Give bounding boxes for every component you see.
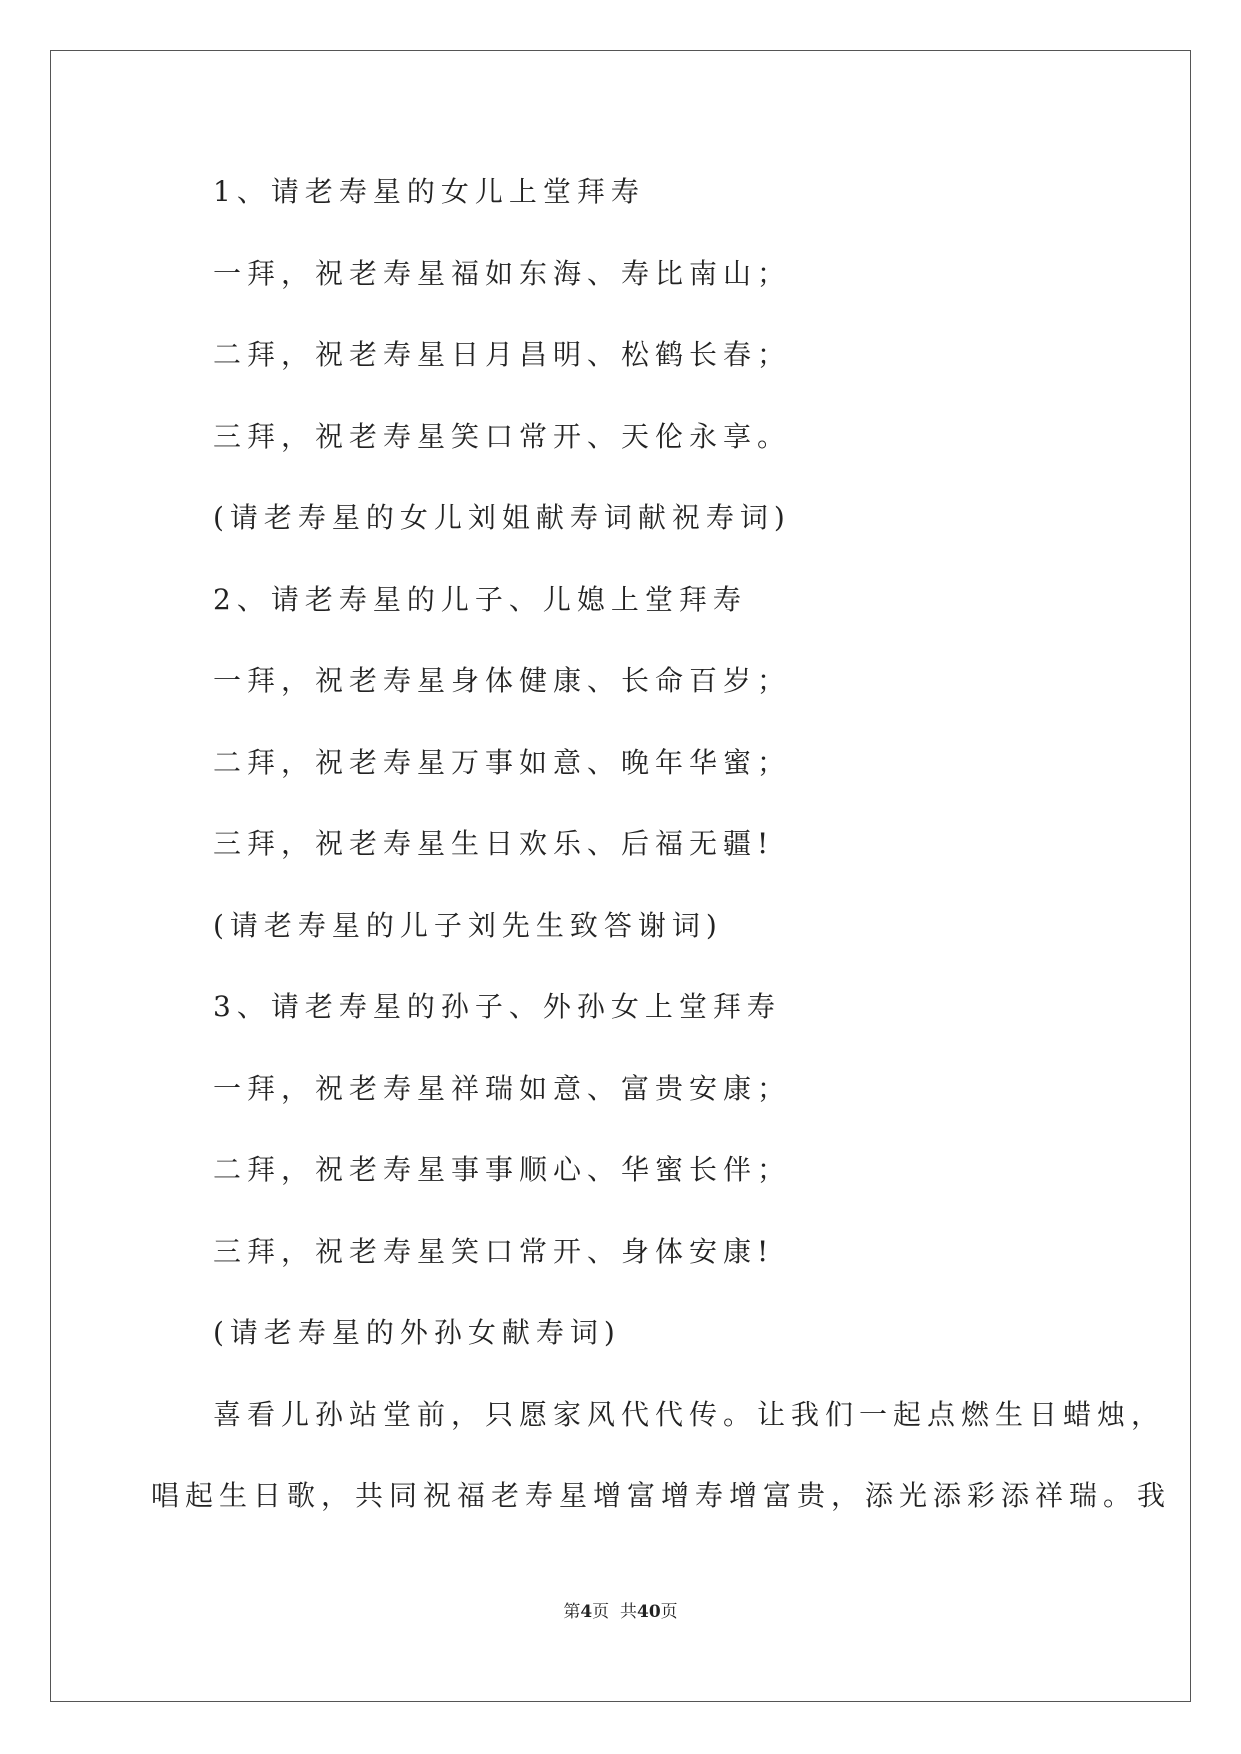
paragraph-line: 唱起生日歌，共同祝福老寿星增富增寿增富贵，添光添彩添祥瑞。我 xyxy=(151,1479,1172,1512)
section-heading-1: 1、请老寿星的女儿上堂拜寿 xyxy=(213,175,645,208)
text-line: 一拜，祝老寿星身体健康、长命百岁； xyxy=(213,664,792,697)
footer-mid: 页 共 xyxy=(592,1602,637,1622)
text-line: 二拜，祝老寿星日月昌明、松鹤长春； xyxy=(213,338,792,371)
text-line: 三拜，祝老寿星笑口常开、身体安康! xyxy=(213,1235,775,1268)
footer-prefix: 第 xyxy=(563,1602,581,1622)
text-line: (请老寿星的儿子刘先生致答谢词) xyxy=(213,909,723,942)
total-page-count: 40 xyxy=(636,1602,661,1622)
section-heading-3: 3、请老寿星的孙子、外孙女上堂拜寿 xyxy=(213,990,781,1023)
text-line: (请老寿星的外孙女献寿词) xyxy=(213,1316,621,1349)
section-heading-2: 2、请老寿星的儿子、儿媳上堂拜寿 xyxy=(213,583,747,616)
text-line: 二拜，祝老寿星事事顺心、华蜜长伴； xyxy=(213,1153,792,1186)
paragraph-line: 喜看儿孙站堂前，只愿家风代代传。让我们一起点燃生日蜡烛， xyxy=(213,1398,1166,1431)
page-number-footer xyxy=(0,1600,1241,1624)
text-line: 一拜，祝老寿星福如东海、寿比南山； xyxy=(213,257,792,290)
footer-suffix: 页 xyxy=(660,1602,678,1622)
text-line: 二拜，祝老寿星万事如意、晚年华蜜； xyxy=(213,746,792,779)
page-border xyxy=(50,50,1191,1702)
text-line: 三拜，祝老寿星生日欢乐、后福无疆! xyxy=(213,827,775,860)
text-line: (请老寿星的女儿刘姐献寿词献祝寿词) xyxy=(213,501,791,534)
text-line: 一拜，祝老寿星祥瑞如意、富贵安康； xyxy=(213,1072,792,1105)
text-line: 三拜，祝老寿星笑口常开、天伦永享。 xyxy=(213,420,792,453)
current-page-number: 4 xyxy=(580,1602,593,1622)
